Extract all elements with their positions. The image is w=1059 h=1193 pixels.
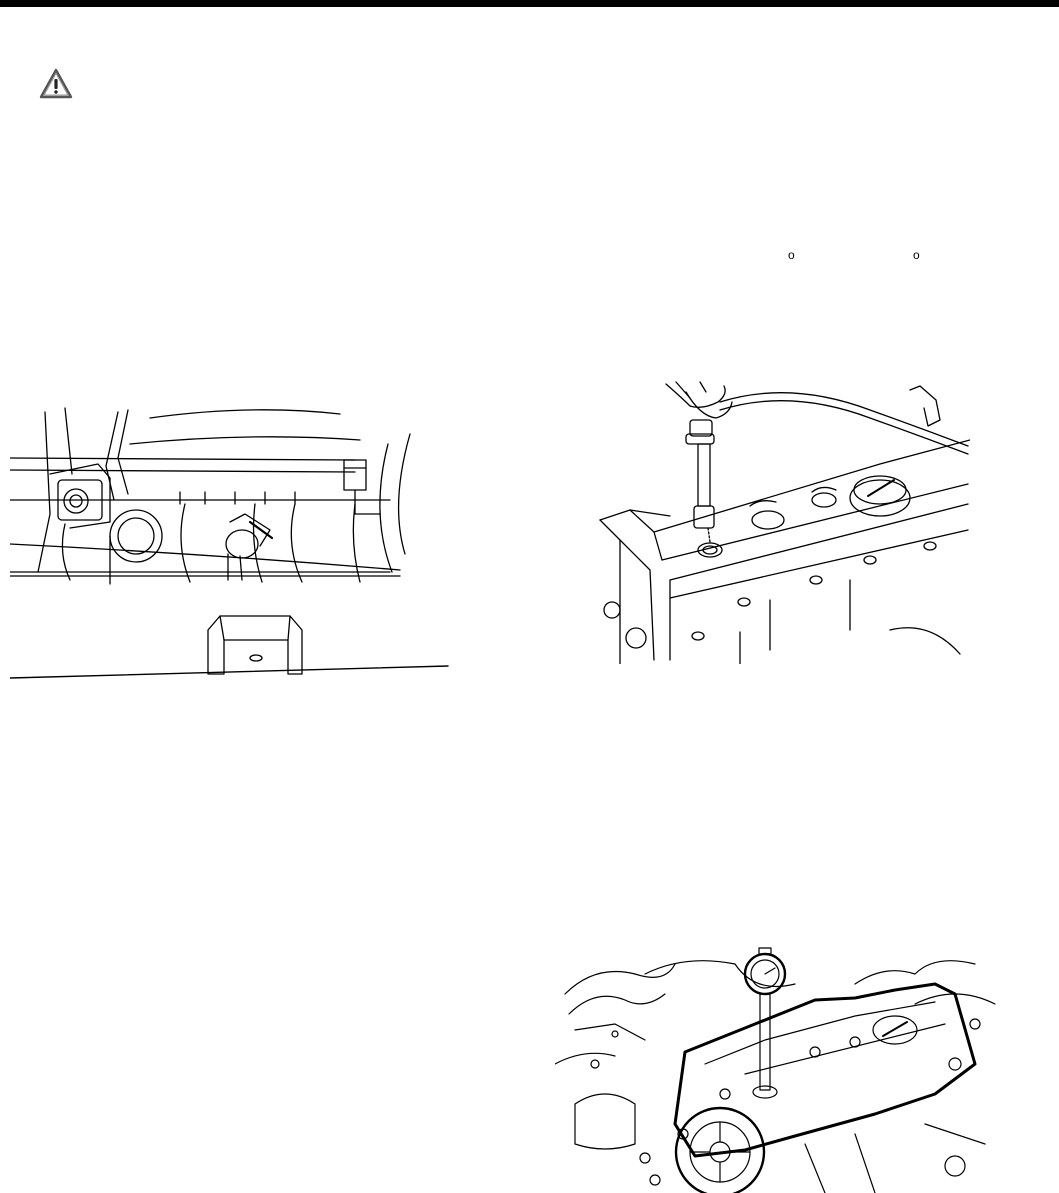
dial-indicator-illustration [555, 944, 1005, 1193]
warning-triangle-icon [38, 66, 74, 102]
degree-mark: o [913, 248, 920, 262]
degree-mark: o [788, 248, 795, 262]
compression-gauge-illustration [590, 380, 970, 664]
header-bar [0, 0, 1059, 7]
engine-oil-drain-illustration [10, 404, 450, 690]
